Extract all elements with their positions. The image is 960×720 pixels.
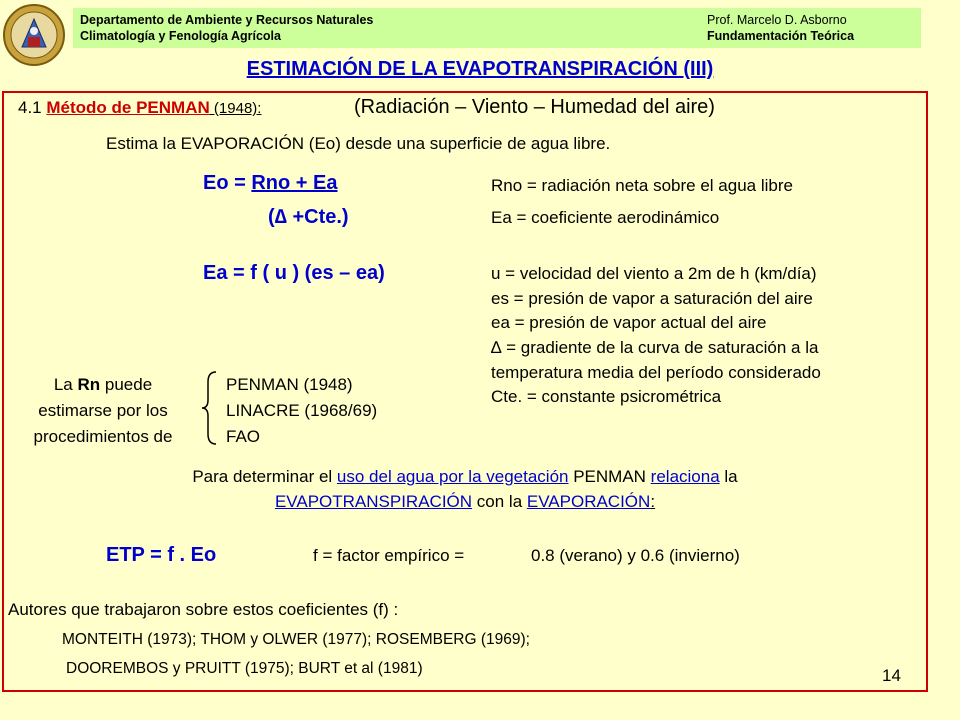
rn-line3: procedimientos de [33,427,173,446]
estimate-text: Estima la EVAPORACIÓN (Eo) desde una superficie de agua libre. [106,134,611,153]
link-evapotranspiracion: EVAPOTRANSPIRACIÓN [274,492,473,511]
etp-formula: ETP = f . Eo [106,544,217,566]
slide-title: ESTIMACIÓN DE LA EVAPOTRANSPIRACIÓN (III) [246,58,714,80]
def-delta-line2: temperatura media del período considerado [491,363,821,382]
method-factors: (Radiación – Viento – Humedad del aire) [354,96,715,118]
rn-line1: La Rn puede [53,375,153,394]
section-name: Fundamentación Teórica [707,29,855,43]
eo-formula [203,172,338,195]
page-number: 14 [882,666,901,685]
relation-line1: Para determinar el uso del agua por la vegetación PENMAN relaciona la [192,467,738,486]
rn-option-linacre: LINACRE (1968/69) [226,401,378,420]
rn-term: Rn [77,375,101,394]
etp-factor: f = factor empírico = [313,546,465,565]
link-uso-agua: uso del agua por la vegetación [336,467,569,486]
method-number: 4.1 [18,98,47,117]
professor-name: Prof. Marcelo D. Asborno [707,13,847,27]
def-rno: Rno = radiación neta sobre el agua libre [491,176,793,195]
department-name: Departamento de Ambiente y Recursos Naturales [80,13,374,27]
authors-line2: DOOREMBOS y PRUITT (1975); BURT et al (1981) [66,660,423,677]
left-brace-icon [200,370,222,446]
method-year: (1948): [209,100,262,117]
eo-lhs: Eo = [203,172,252,194]
subject-name: Climatología y Fenología Agrícola [80,29,281,43]
authors-line1: MONTEITH (1973); THOM y OLWER (1977); ROSEMBERG (1969); [62,631,530,648]
rn-option-fao: FAO [226,427,261,446]
ea-formula: Ea = f ( u ) (es – ea) [203,262,385,284]
method-heading [18,98,261,118]
def-es: es = presión de vapor a saturación del aire [491,289,813,308]
link-evaporacion: EVAPORACIÓN [526,492,651,511]
def-cte: Cte. = constante psicrométrica [491,387,722,406]
authors-intro: Autores que trabajaron sobre estos coeficientes (f) : [8,600,399,619]
def-u: u = velocidad del viento a 2m de h (km/día) [491,264,817,283]
def-ea-vapor: ea = presión de vapor actual del aire [491,313,767,332]
def-delta-line1: ∆ = gradiente de la curva de saturación a la [491,338,819,357]
etp-values: 0.8 (verano) y 0.6 (invierno) [531,546,740,565]
link-relaciona: relaciona [650,467,720,486]
rn-option-penman: PENMAN (1948) [226,375,353,394]
rn-line2: estimarse por los [38,401,168,420]
eo-numerator: Rno + Ea [251,172,338,194]
method-name: Método de PENMAN [46,98,210,117]
relation-line2: EVAPOTRANSPIRACIÓN con la EVAPORACIÓN: [274,492,656,511]
eo-denominator: (∆ +Cte.) [268,206,349,228]
def-ea: Ea = coeficiente aerodinámico [491,208,720,227]
